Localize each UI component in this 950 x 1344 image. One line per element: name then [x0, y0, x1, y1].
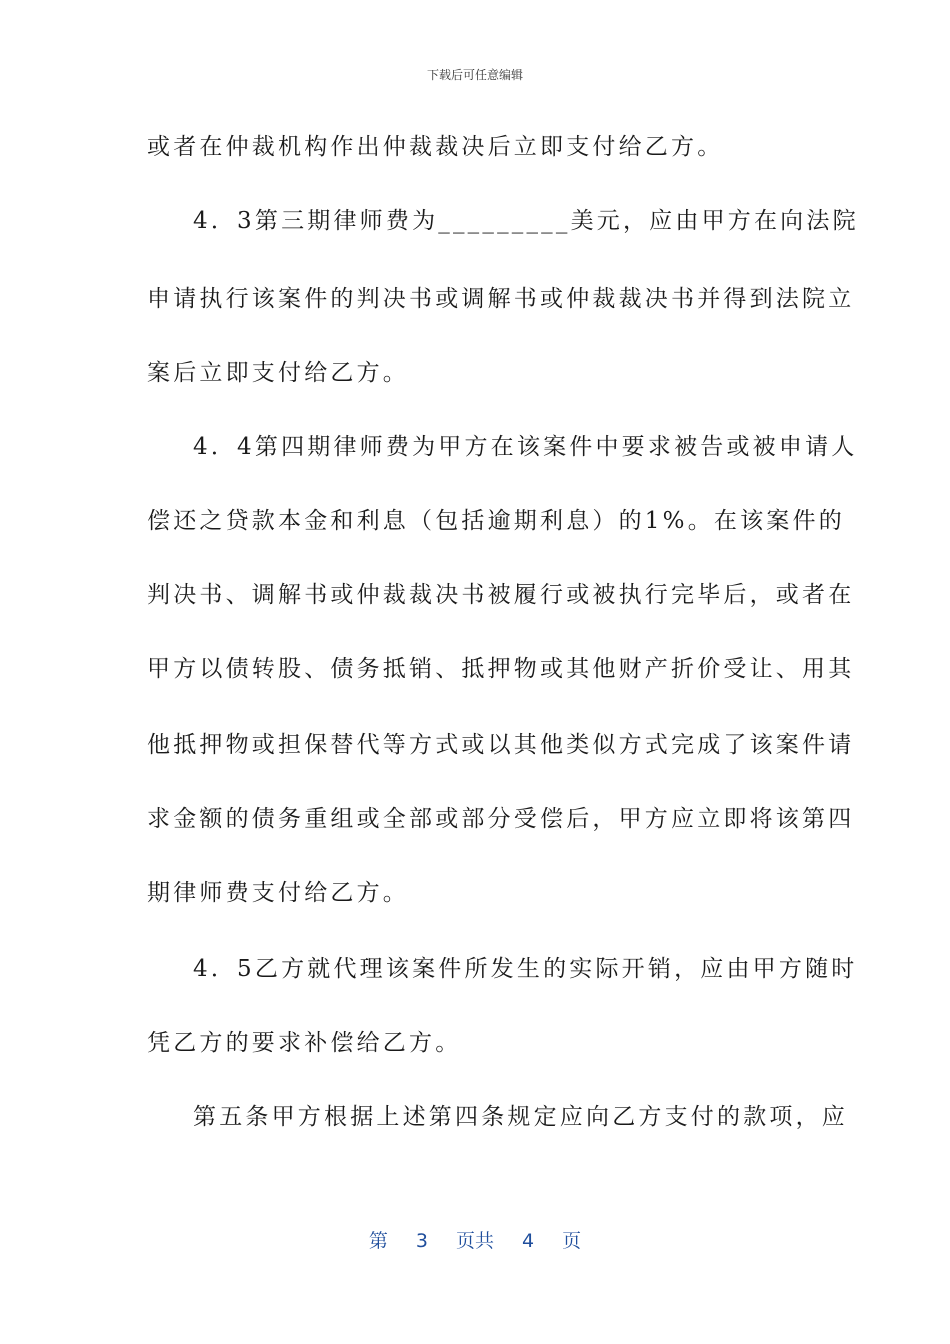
body-line: 或者在仲裁机构作出仲裁裁决后立即支付给乙方。 — [147, 134, 724, 160]
body-line: 他抵押物或担保替代等方式或以其他类似方式完成了该案件请 — [147, 732, 855, 758]
body-line: 判决书、调解书或仲裁裁决书被履行或被执行完毕后，或者在 — [147, 582, 855, 608]
body-line: 求金额的债务重组或全部或部分受偿后，甲方应立即将该第四 — [147, 806, 855, 832]
body-line: 4．5乙方就代理该案件所发生的实际开销，应由甲方随时 — [193, 956, 858, 982]
body-line: 甲方以债转股、债务抵销、抵押物或其他财产折价受让、用其 — [147, 656, 855, 682]
footer-suffix: 页 — [562, 1230, 582, 1252]
page-footer — [0, 1226, 950, 1253]
body-line: 申请执行该案件的判决书或调解书或仲裁裁决书并得到法院立 — [147, 286, 855, 312]
footer-middle: 页共 — [455, 1230, 494, 1252]
page-header: 下载后可任意编辑 — [426, 68, 523, 82]
footer-current-page: 3 — [415, 1230, 428, 1252]
body-line: 偿还之贷款本金和利息（包括逾期利息）的1%。在该案件的 — [147, 508, 845, 534]
footer-total-pages: 4 — [522, 1230, 535, 1252]
body-line: 凭乙方的要求补偿给乙方。 — [147, 1030, 462, 1056]
footer-prefix: 第 — [368, 1230, 388, 1252]
body-line: 4．3第三期律师费为_________美元，应由甲方在向法院 — [193, 208, 859, 234]
body-line: 期律师费支付给乙方。 — [147, 880, 409, 906]
body-line: 第五条甲方根据上述第四条规定应向乙方支付的款项，应 — [193, 1104, 848, 1130]
body-line: 4．4第四期律师费为甲方在该案件中要求被告或被申请人 — [193, 434, 858, 460]
body-line: 案后立即支付给乙方。 — [147, 360, 409, 386]
